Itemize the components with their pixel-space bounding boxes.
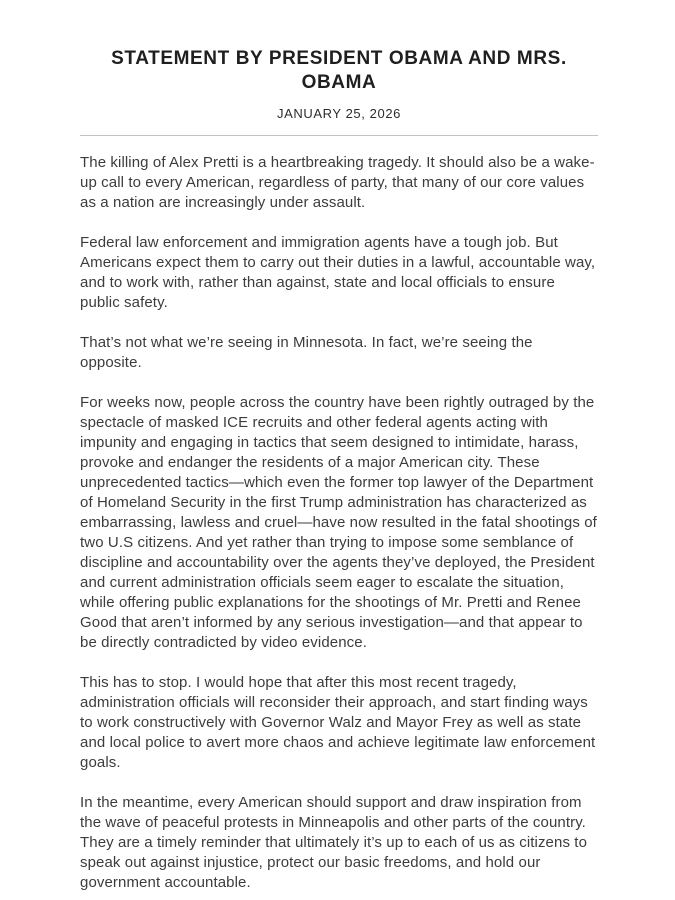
statement-paragraph: This has to stop. I would hope that after this most recent tragedy, administration officials will reconsider their approach, and start finding ways to work constructively with Governor Walz and Mayor Frey as well as state and local police to avert more chaos and achieve legitimate law enforcement goals.: [80, 674, 596, 772]
statement-header: [80, 47, 598, 121]
statement-paragraph: For weeks now, people across the country have been rightly outraged by the spectacle of masked ICE recruits and other federal agents acting with impunity and engaging in tactics that seem designed to intimidate, harass, provoke and endanger the residents of a major American city. These unprecedented tactics—which even the former top lawyer of the Department of Homeland Security in the first Trump administration has characterized as embarrassing, lawless and cruel—have now resulted in the fatal shootings of two U.S citizens. And yet rather than trying to impose some semblance of discipline and accountability over the agents they’ve deployed, the President and current administration officials seem eager to escalate the situation, while offering public explanations for the shootings of Mr. Pretti and Renee Good that aren’t informed by any serious investigation—and that appear to be directly contradicted by video evidence.: [80, 394, 597, 652]
statement-paragraph: In the meantime, every American should support and draw inspiration from the wave of peaceful protests in Minneapolis and other parts of the country. They are a timely reminder that ultimately it’s up to each of us as citizens to speak out against injustice, protect our basic freedoms, and hold our government accountable.: [80, 794, 588, 892]
statement-date: JANUARY 25, 2026: [276, 105, 402, 121]
page-title: STATEMENT BY PRESIDENT OBAMA AND MRS. OBAMA: [111, 48, 567, 93]
statement-body: [80, 153, 598, 893]
statement-paragraph: That’s not what we’re seeing in Minnesota. In fact, we’re seeing the opposite.: [80, 334, 533, 372]
header-divider: [80, 135, 598, 136]
statement-paragraph: The killing of Alex Pretti is a heartbreaking tragedy. It should also be a wake-up call to every American, regardless of party, that many of our core values as a nation are increasingly under assault.: [80, 154, 595, 212]
statement-paragraph: Federal law enforcement and immigration agents have a tough job. But Americans expect them to carry out their duties in a lawful, accountable way, and to work with, rather than against, state and local officials to ensure public safety.: [80, 234, 596, 312]
